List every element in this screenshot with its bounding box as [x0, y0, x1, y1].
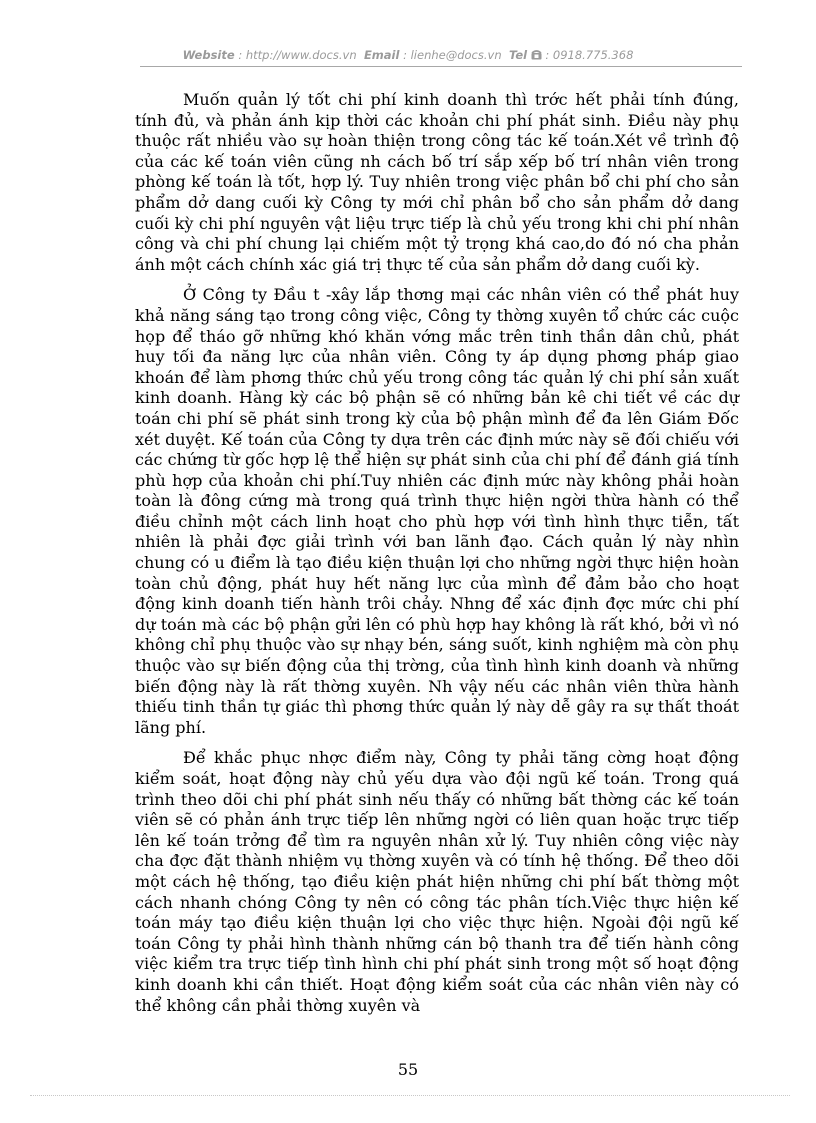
page-header: [0, 48, 816, 62]
page-number: 55: [397, 1060, 419, 1079]
phone-icon: [531, 48, 546, 62]
paragraph: Ở Công ty Đầu t -xây lắp thơng mại các nhân viên có thể phát huy khả năng sáng tạo trong công việc, Công ty thờng xuyên tổ chức các cuộc họp để tháo gỡ những khó khăn vớng mắc trên tinh thần dân chủ, phát huy tối đa năng lực của nhân viên. Công ty áp dụng phơng pháp giao khoán để làm phơng thức chủ yếu trong công tác quản lý chi phí sản xuất kinh doanh. Hàng kỳ các bộ phận sẽ có những bản kê chi tiết về các dự toán chi phí sẽ phát sinh trong kỳ của bộ phận mình để đa lên Giám Đốc xét duyệt. Kế toán của Công ty dựa trên các định mức này sẽ đối chiếu với các chứng từ gốc hợp lệ thể hiện sự phát sinh của chi phí để đánh giá tính phù hợp của khoản chi phí.Tuy nhiên các định mức này không phải hoàn toàn là đông cứng mà trong quá trình thực hiện ngời thừa hành có thể điều chỉnh một cách linh hoạt cho phù hợp với tình hình thực tiễn, tất nhiên là phải đợc giải trình với ban lãnh đạo. Cách quản lý này nhìn chung có u điểm là tạo điều kiện thuận lợi cho những ngời thực hiện hoàn toàn chủ động, phát huy hết năng lực của mình để đảm bảo cho hoạt động kinh doanh tiến hành trôi chảy. Nhng để xác định đợc mức chi phí dự toán mà các bộ phận gửi lên có phù hợp hay không là rất khó, bởi vì nó không chỉ phụ thuộc vào sự nhạy bén, sáng suốt, kinh nghiệm mà còn phụ thuộc vào sự biến động của thị trờng, của tình hình kinh doanh và những biến động này là rất thờng xuyên. Nh vậy nếu các nhân viên thừa hành thiếu tinh thần tự giác thì phơng thức quản lý này dễ gây ra sự thất thoát lãng phí.: [135, 285, 739, 737]
website-label: Website: [182, 48, 235, 62]
tel-value: : 0918.775.368: [545, 48, 634, 62]
email-label: Email: [363, 48, 400, 62]
email-value: : lienhe@docs.vn: [403, 48, 502, 62]
header-divider: [140, 66, 742, 67]
paragraph: Để khắc phục nhợc điểm này, Công ty phải tăng cờng hoạt động kiểm soát, hoạt động này chủ yếu dựa vào đội ngũ kế toán. Trong quá trình theo dõi chi phí phát sinh nếu thấy có những bất thờng các kế toán viên sẽ có phản ánh trực tiếp lên những ngời có liên quan hoặc trực tiếp lên kế toán trởng để tìm ra nguyên nhân xử lý. Tuy nhiên công việc này cha đợc đặt thành nhiệm vụ thờng xuyên và có tính hệ thống. Để theo dõi một cách hệ thống, tạo điều kiện phát hiện những chi phí bất thờng một cách nhanh chóng Công ty nên có công tác phân tích.Việc thực hiện kế toán máy tạo điều kiện thuận lợi cho việc thực hiện. Ngoài đội ngũ kế toán Công ty phải hình thành những cán bộ thanh tra để tiến hành công việc kiểm tra trực tiếp tình hình chi phí phát sinh trong một số hoạt động kinh doanh khi cần thiết. Hoạt động kiểm soát của các nhân viên này có thể không cần phải thờng xuyên và: [135, 748, 739, 1015]
document-body: [135, 90, 739, 1026]
paragraph: Muốn quản lý tốt chi phí kinh doanh thì trớc hết phải tính đúng, tính đủ, và phản ánh kịp thời các khoản chi phí phát sinh. Điều này phụ thuộc rất nhiều vào sự hoàn thiện trong công tác kế toán.Xét về trình độ của các kế toán viên cũng nh cách bố trí sắp xếp bố trí nhân viên trong phòng kế toán là tốt, hợp lý. Tuy nhiên trong việc phân bổ chi phí cho sản phẩm dở dang cuối kỳ Công ty mới chỉ phân bổ cho sản phẩm dở dang cuối kỳ chi phí nguyên vật liệu trực tiếp là chủ yếu trong khi chi phí nhân công và chi phí chung lại chiếm một tỷ trọng khá cao,do đó nó cha phản ánh một cách chính xác giá trị thực tế của sản phẩm dở dang cuối kỳ.: [135, 90, 739, 274]
tel-label: Tel: [508, 48, 528, 62]
footer-divider: [30, 1095, 790, 1096]
website-value: : http://www.docs.vn: [238, 48, 357, 62]
